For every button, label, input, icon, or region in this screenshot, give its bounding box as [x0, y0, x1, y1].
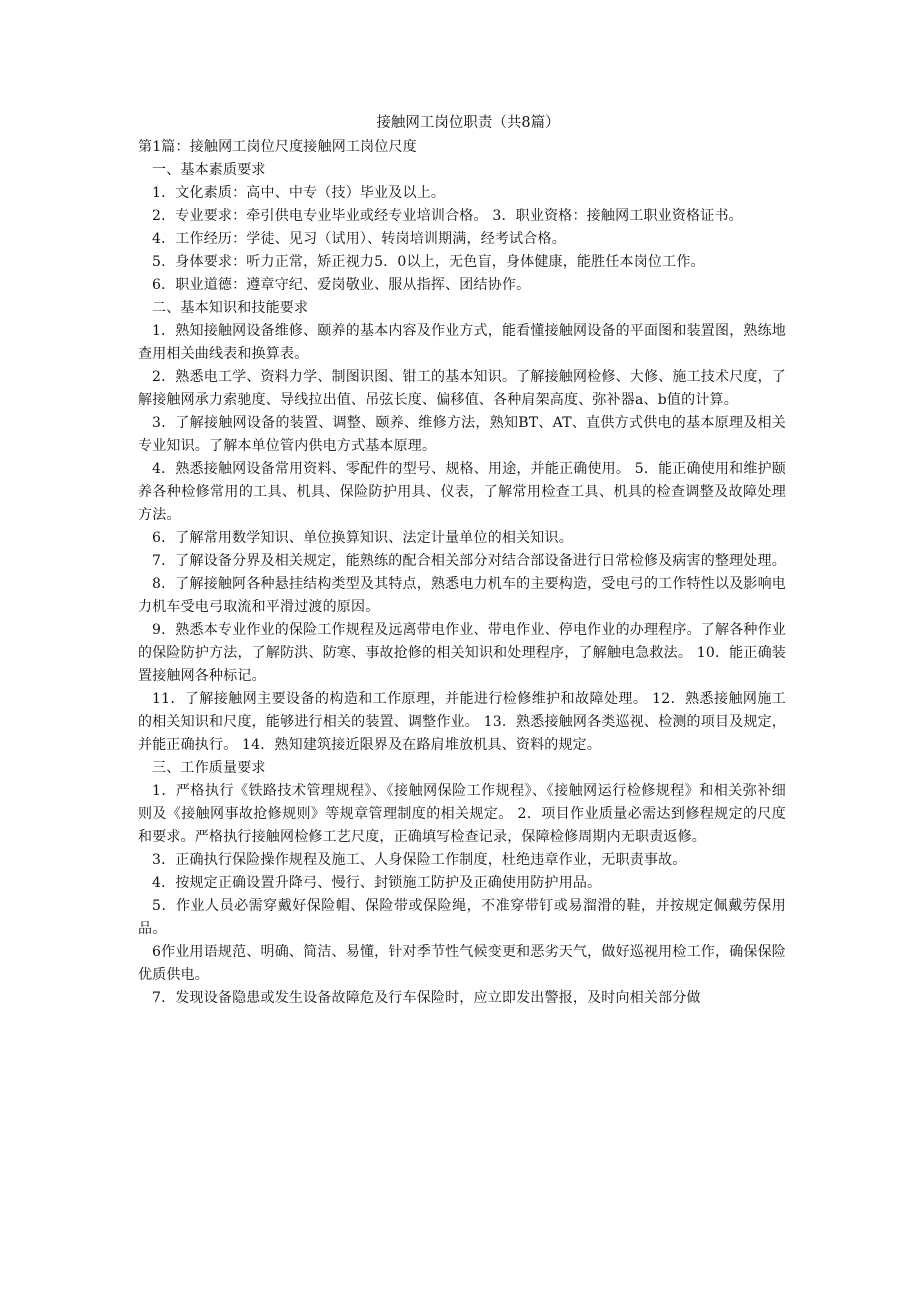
document-title: 接触网工岗位职责（共8篇） — [376, 115, 560, 131]
paragraph: 5．作业人员必需穿戴好保险帽、保险带或保险绳，不准穿带钉或易溜滑的鞋，并按规定佩戴劳保用品。 — [138, 898, 786, 937]
paragraph: 2．熟悉电工学、资料力学、制图识图、钳工的基本知识。了解接触网检修、大修、施工技术尺度，了解接触网承力索驰度、导线拉出值、吊弦长度、偏移值、各种肩架高度、弥补器a、b值的计算。 — [138, 369, 786, 408]
paragraph: 3．了解接触网设备的装置、调整、颐养、维修方法，熟知BT、AT、直供方式供电的基本原理及相关专业知识。了解本单位管内供电方式基本原理。 — [138, 415, 786, 454]
paragraph: 9．熟悉本专业作业的保险工作规程及远离带电作业、带电作业、停电作业的办理程序。了解各种作业的保险防护方法，了解防洪、防寒、事故抢修的相关知识和处理程序，了解触电急救法。 10．能正确装置接触网各种标记。 — [138, 622, 786, 684]
document-page — [138, 112, 786, 1010]
paragraph: 4．按规定正确设置升降弓、慢行、封锁施工防护及正确使用防护用品。 — [152, 875, 602, 891]
section-heading-1: 一、基本素质要求 — [152, 162, 266, 178]
paragraph: 3．正确执行保险操作规程及施工、人身保险工作制度，杜绝违章作业，无职责事故。 — [152, 852, 687, 868]
section-heading-3: 三、工作质量要求 — [152, 760, 266, 776]
paragraph: 1．熟知接触网设备维修、颐养的基本内容及作业方式，能看懂接触网设备的平面图和装置图，熟练地查用相关曲线表和换算表。 — [138, 323, 786, 362]
paragraph: 1．文化素质：高中、中专（技）毕业及以上。 — [152, 185, 446, 201]
paragraph: 7．发现设备隐患或发生设备故障危及行车保险时，应立即发出警报，及时向相关部分做 — [152, 990, 701, 1006]
paragraph: 11．了解接触网主要设备的构造和工作原理，并能进行检修维护和故障处理。 12．熟悉接触网施工的相关知识和尺度，能够进行相关的装置、调整作业。 13．熟悉接触网各类巡视、检测的项目及规定，并能正确执行。 14．熟知建筑接近限界及在路肩堆放机具、资料的规定。 — [138, 691, 786, 753]
paragraph: 2．专业要求：牵引供电专业毕业或经专业培训合格。 3．职业资格：接触网工职业资格证书。 — [152, 208, 743, 224]
paragraph: 4．熟悉接触网设备常用资料、零配件的型号、规格、用途，并能正确使用。 5．能正确使用和维护颐养各种检修常用的工具、机具、保险防护用具、仪表，了解常用检查工具、机具的检查调整及故障处理方法。 — [138, 461, 786, 523]
paragraph: 1．严格执行《铁路技术管理规程》、《接触网保险工作规程》、《接触网运行检修规程》和相关弥补细则及《接触网事故抢修规则》等规章管理制度的相关规定。 2．项目作业质量必需达到修程规定的尺度和要求。严格执行接触网检修工艺尺度，正确填写检查记录，保障检修周期内无职责返修。 — [138, 783, 786, 845]
paragraph: 6．了解常用数学知识、单位换算知识、法定计量单位的相关知识。 — [152, 530, 573, 546]
paragraph: 6．职业道德：遵章守纪、爱岗敬业、服从指挥、团结协作。 — [152, 277, 531, 293]
section-heading-2: 二、基本知识和技能要求 — [152, 300, 309, 316]
paragraph: 8．了解接触阿各种悬挂结构类型及其特点，熟悉电力机车的主要构造，受电弓的工作特性以及影响电力机车受电弓取流和平滑过渡的原因。 — [138, 576, 786, 615]
document-subtitle: 第1篇：接触网工岗位尺度接触网工岗位尺度 — [138, 139, 417, 155]
paragraph: 5．身体要求：听力正常，矫正视力5．0以上，无色盲，身体健康，能胜任本岗位工作。 — [152, 254, 705, 270]
paragraph: 4．工作经历：学徒、见习（试用）、转岗培训期满，经考试合格。 — [152, 231, 566, 247]
paragraph: 7．了解设备分界及相关规定，能熟练的配合相关部分对结合部设备进行日常检修及病害的整理处理。 — [152, 553, 786, 569]
paragraph: 6作业用语规范、明确、简洁、易懂，针对季节性气候变更和恶劣天气，做好巡视用检工作，确保保险优质供电。 — [138, 944, 786, 983]
